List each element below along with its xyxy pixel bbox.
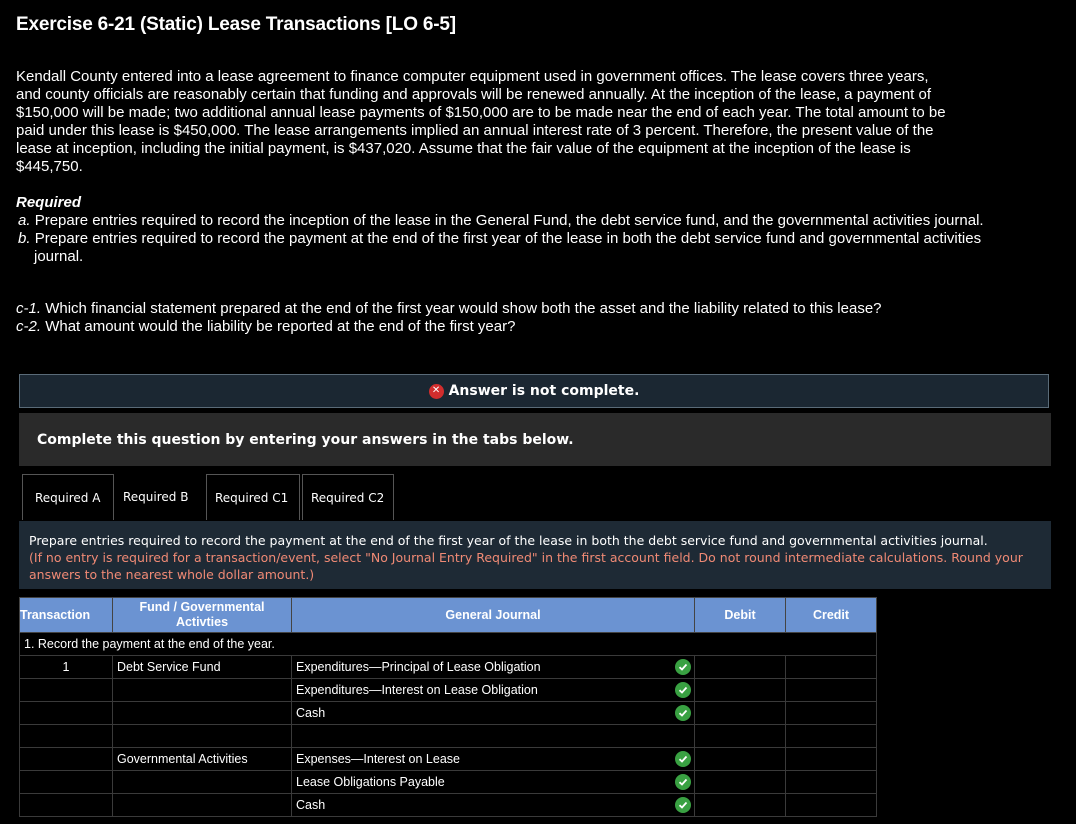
transaction-number: 1 [20, 656, 113, 679]
account-name: Expenditures—Interest on Lease Obligation [296, 683, 538, 697]
transaction-number [20, 771, 113, 794]
check-icon [675, 682, 691, 698]
required-a-prefix: a. [18, 212, 31, 229]
transaction-number [20, 679, 113, 702]
required-c2-text: What amount would the liability be reported at the end of the first year? [45, 318, 516, 335]
account-select[interactable] [292, 794, 695, 817]
tab-instruction-note: (If no entry is required for a transaction/event, select "No Journal Entry Required" in the first account field. Do not round intermediate calculations. Round your answers to the nearest whole dollar amount.) [29, 550, 1023, 582]
required-a [16, 212, 1016, 230]
required-b-prefix: b. [18, 230, 31, 247]
account-select[interactable] [292, 748, 695, 771]
required-c1-text: Which financial statement prepared at the end of the first year would show both the asset and the liability related to this lease? [45, 300, 882, 317]
header-transaction: Transaction [20, 598, 113, 633]
check-icon [675, 774, 691, 790]
required-a-text: Prepare entries required to record the inception of the lease in the General Fund, the debt service fund, and the governmental activities journal. [34, 212, 984, 229]
fund-cell [113, 725, 292, 748]
account-select[interactable] [292, 702, 695, 725]
required-c2-prefix: c-2. [16, 318, 42, 335]
x-circle-icon: ✕ [429, 384, 444, 399]
credit-input[interactable] [786, 656, 877, 679]
tab-instruction-box [19, 521, 1051, 589]
problem-text: Kendall County entered into a lease agreement to finance computer equipment used in government offices. The lease covers three years, and county officials are reasonably certain that funding and approvals will be renewed annually. At the inception of the lease, a payment of $150,000 will be made; two additional annual lease payments of $150,000 are to be made near the end of each year. The total amount to be paid under this lease is $450,000. The lease arrangements implied an annual interest rate of 3 percent. Therefore, the present value of the lease at inception, including the initial payment, is $437,020. Assume that the fair value of the equipment at the inception of the lease is $445,750. [16, 68, 946, 175]
required-b [16, 230, 1016, 266]
fund-cell [113, 679, 292, 702]
section-label: 1. Record the payment at the end of the year. [20, 633, 292, 656]
fund-cell: Governmental Activities [113, 748, 292, 771]
account-name: Expenditures—Principal of Lease Obligation [296, 660, 541, 674]
debit-input[interactable] [695, 679, 786, 702]
required-section [16, 194, 1016, 266]
table-row [20, 748, 877, 771]
transaction-number [20, 725, 113, 748]
check-icon [675, 705, 691, 721]
check-icon [675, 659, 691, 675]
transaction-number [20, 794, 113, 817]
tab-required-c1[interactable]: Required C1 [206, 474, 300, 520]
account-select[interactable] [292, 656, 695, 679]
transaction-number [20, 702, 113, 725]
required-c1 [16, 300, 1016, 318]
tab-required-c2[interactable]: Required C2 [302, 474, 394, 520]
account-select[interactable] [292, 771, 695, 794]
header-general-journal: General Journal [292, 598, 695, 633]
table-row [20, 794, 877, 817]
debit-input[interactable] [695, 725, 786, 748]
header-credit: Credit [786, 598, 877, 633]
debit-input[interactable] [695, 656, 786, 679]
required-heading: Required [16, 194, 82, 211]
page-title: Exercise 6-21 (Static) Lease Transactions [LO 6-5] [16, 14, 456, 35]
required-c2 [16, 318, 1016, 336]
debit-input[interactable] [695, 748, 786, 771]
required-c1-prefix: c-1. [16, 300, 42, 317]
account-name: Expenses—Interest on Lease [296, 752, 460, 766]
required-b-text: Prepare entries required to record the payment at the end of the first year of the lease in both the debt service fund and governmental activities journal. [34, 230, 982, 265]
transaction-number [20, 748, 113, 771]
credit-input[interactable] [786, 725, 877, 748]
header-debit: Debit [695, 598, 786, 633]
account-select[interactable] [292, 679, 695, 702]
fund-cell [113, 794, 292, 817]
table-row [20, 771, 877, 794]
tab-instruction-main: Prepare entries required to record the payment at the end of the first year of the lease in both the debt service fund and governmental activities journal. [29, 533, 988, 548]
tab-required-b[interactable]: Required B [116, 474, 204, 520]
credit-input[interactable] [786, 702, 877, 725]
credit-input[interactable] [786, 679, 877, 702]
fund-cell [113, 702, 292, 725]
instructions-header: Complete this question by entering your answers in the tabs below. [19, 413, 1051, 466]
table-row [20, 702, 877, 725]
debit-input[interactable] [695, 794, 786, 817]
check-icon [675, 797, 691, 813]
account-name: Lease Obligations Payable [296, 775, 445, 789]
check-icon [675, 751, 691, 767]
table-row [20, 679, 877, 702]
header-fund: Fund / Governmental Activties [113, 598, 292, 633]
required-c-section [16, 300, 1016, 336]
fund-cell: Debt Service Fund [113, 656, 292, 679]
credit-input[interactable] [786, 748, 877, 771]
account-name: Cash [296, 798, 326, 812]
journal-table [19, 597, 877, 817]
table-row [20, 725, 877, 748]
account-select[interactable] [292, 725, 695, 748]
tab-bar [22, 474, 396, 520]
debit-input[interactable] [695, 702, 786, 725]
credit-input[interactable] [786, 771, 877, 794]
fund-cell [113, 771, 292, 794]
answer-status-text: Answer is not complete. [448, 383, 640, 399]
account-name: Cash [296, 706, 326, 720]
answer-status-bar [19, 374, 1049, 408]
debit-input[interactable] [695, 771, 786, 794]
credit-input[interactable] [786, 794, 877, 817]
table-row [20, 656, 877, 679]
tab-required-a[interactable]: Required A [22, 474, 114, 520]
